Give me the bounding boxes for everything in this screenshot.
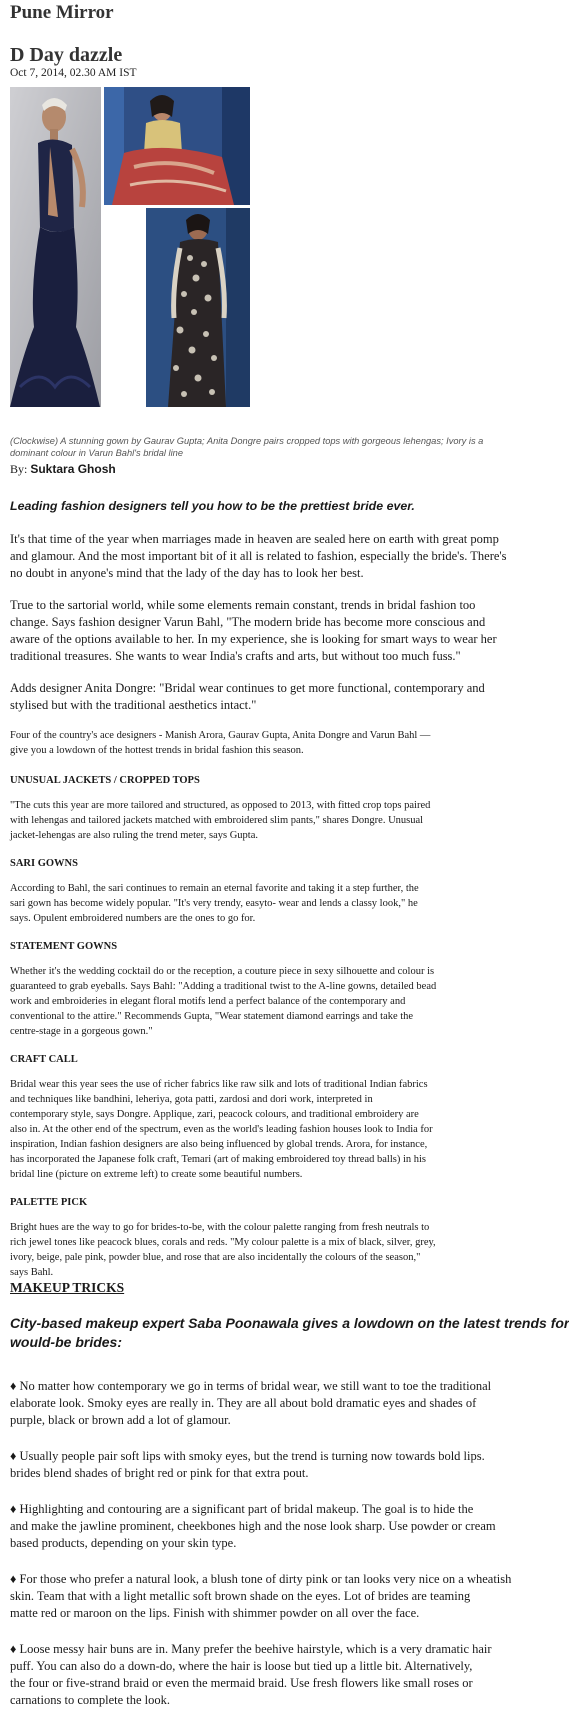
dateline: Oct 7, 2014, 02.30 AM IST — [10, 67, 137, 79]
tip-item: ♦ For those who prefer a natural look, a blush tone of dirty pink or tan looks very nice on a wheatish skin. Team that with a light metallic soft brown shade on the eyes. Lot of brides are teaming matte red or maroon on the lips. Finish with shimmer powder on all over the face. — [10, 1572, 512, 1620]
section-heading: PALETTE PICK — [10, 1197, 88, 1208]
tip-item: ♦ Loose messy hair buns are in. Many prefer the beehive hairstyle, which is a very dramatic hair puff. You can also do a down-do, where the hair is loose but tied up a little bit. Alternatively, the four or five-strand braid or even the mermaid braid. Use fresh flowers like small roses or carnations to complete the look. — [10, 1642, 492, 1707]
section-heading: STATEMENT GOWNS — [10, 941, 118, 952]
body-paragraphs — [10, 531, 507, 714]
masthead: Pune Mirror — [10, 2, 114, 23]
photo-collage — [10, 87, 250, 432]
byline: By: Suktara Ghosh — [10, 462, 116, 476]
section-heading: SARI GOWNS — [10, 858, 78, 869]
intro-small: Four of the country's ace designers - Manish Arora, Gaurav Gupta, Anita Dongre and Varun Bahl — give you a lowdown of the hottest trends in bridal fashion this season. — [10, 730, 431, 756]
photo-navy-gown — [10, 87, 101, 407]
photo-ivory-gown — [146, 208, 250, 407]
section-jackets: UNUSUAL JACKETS / CROPPED TOPS "The cuts this year are more tailored and structured, as opposed to 2013, with fitted crop tops paired with lehengas and tailored jackets matched with embroidered slim pants," shares Dongre. Unusual jacket-lehengas are also ruling the trend meter, says Gupta. — [10, 774, 490, 843]
photo-lehenga — [104, 87, 250, 205]
photo-caption: (Clockwise) A stunning gown by Gaurav Gupta; Anita Dongre pairs cropped tops with gorgeous lehengas; Ivory is a dominant colour in Varun Bahl's bridal line — [10, 436, 484, 458]
makeup-tips — [10, 1378, 512, 1709]
author-name: Suktara Ghosh — [30, 462, 116, 476]
headline: D Day dazzle — [10, 44, 123, 66]
section-palette-pick: PALETTE PICK Bright hues are the way to go for brides-to-be, with the colour palette ranging from fresh neutrals to rich jewel tones like peacock blues, corals and reds. "My colour palette is a mix of black, silver, grey, ivory, beige, pale pink, powder blue, and rose that are also incidentally the colours of the season," says Bahl. — [10, 1196, 490, 1280]
section-heading: CRAFT CALL — [10, 1054, 78, 1065]
lede: Leading fashion designers tell you how to be the prettiest bride ever. — [10, 499, 415, 513]
tip-item: ♦ Usually people pair soft lips with smoky eyes, but the trend is turning now towards bold lips. brides blend shades of bright red or pink for that extra pout. — [10, 1449, 485, 1480]
section-heading: UNUSUAL JACKETS / CROPPED TOPS — [10, 775, 200, 786]
section-craft-call: CRAFT CALL Bridal wear this year sees the use of richer fabrics like raw silk and lots of traditional Indian fabrics and techniques like bandhini, leheriya, gota patti, zardosi and dori work, interpreted in contemporary style, says Dongre. Applique, zari, peacock colours, and traditional embroidery are also in. At the other end of the spectrum, even as the world's leading fashion houses look to India for inspiration, Indian fashion designers are also being influenced by global trends. Arora, for instance, has incorporated the Japanese folk craft, Temari (art of making embroidered toy thread balls) in his bridal line (picture on extreme left) to create some beautiful numbers. — [10, 1053, 490, 1182]
tip-item: ♦ Highlighting and contouring are a significant part of bridal makeup. The goal is to hide the and make the jawline prominent, cheekbones high and the nose look sharp. Use powder or cream based products, depending on your skin type. — [10, 1502, 496, 1550]
section-sari-gowns: SARI GOWNS According to Bahl, the sari continues to remain an eternal favorite and taking it a step further, the sari gown has become widely popular. "It's very trendy, easyto- wear and lends a classy look," he says. Opulent embroidered numbers are the ones to go for. — [10, 857, 490, 926]
paragraph: True to the sartorial world, while some elements remain constant, trends in bridal fashion too change. Says fashion designer Varun Bahl, "The modern bride has become more conscious and aware of the options available to her. In my experience, she is looking for smart ways to wear her traditional treasures. She wants to wear India's crafts and arts, but without too much fuss." — [10, 598, 497, 663]
paragraph: It's that time of the year when marriages made in heaven are sealed here on earth with great pomp and glamour. And the most important bit of it all is related to fashion, especially the bride's. There's no doubt in anyone's mind that the lady of the day has to look her best. — [10, 532, 507, 580]
section-statement-gowns: STATEMENT GOWNS Whether it's the wedding cocktail do or the reception, a couture piece in sexy silhouette and colour is guaranteed to grab eyeballs. Says Bahl: "Adding a traditional twist to the A-line gowns, detailed bead work and embroideries in elegant floral motifs lend a perfect balance of the contemporary and conventional to the attire." Recommends Gupta, "Wear statement diamond earrings and take the centre-stage in a gorgeous gown." — [10, 940, 490, 1039]
makeup-lede: City-based makeup expert Saba Poonawala gives a lowdown on the latest trends for would-be brides: — [10, 1315, 569, 1350]
tip-item: ♦ No matter how contemporary we go in terms of bridal wear, we still want to toe the traditional elaborate look. Smoky eyes are really in. They are all about bold dramatic eyes and shades of purple, black or brown add a lot of glamour. — [10, 1379, 492, 1427]
paragraph: Adds designer Anita Dongre: "Bridal wear continues to get more functional, contemporary and stylised but with the traditional aesthetics intact." — [10, 681, 485, 712]
makeup-heading: MAKEUP TRICKS — [10, 1280, 125, 1295]
